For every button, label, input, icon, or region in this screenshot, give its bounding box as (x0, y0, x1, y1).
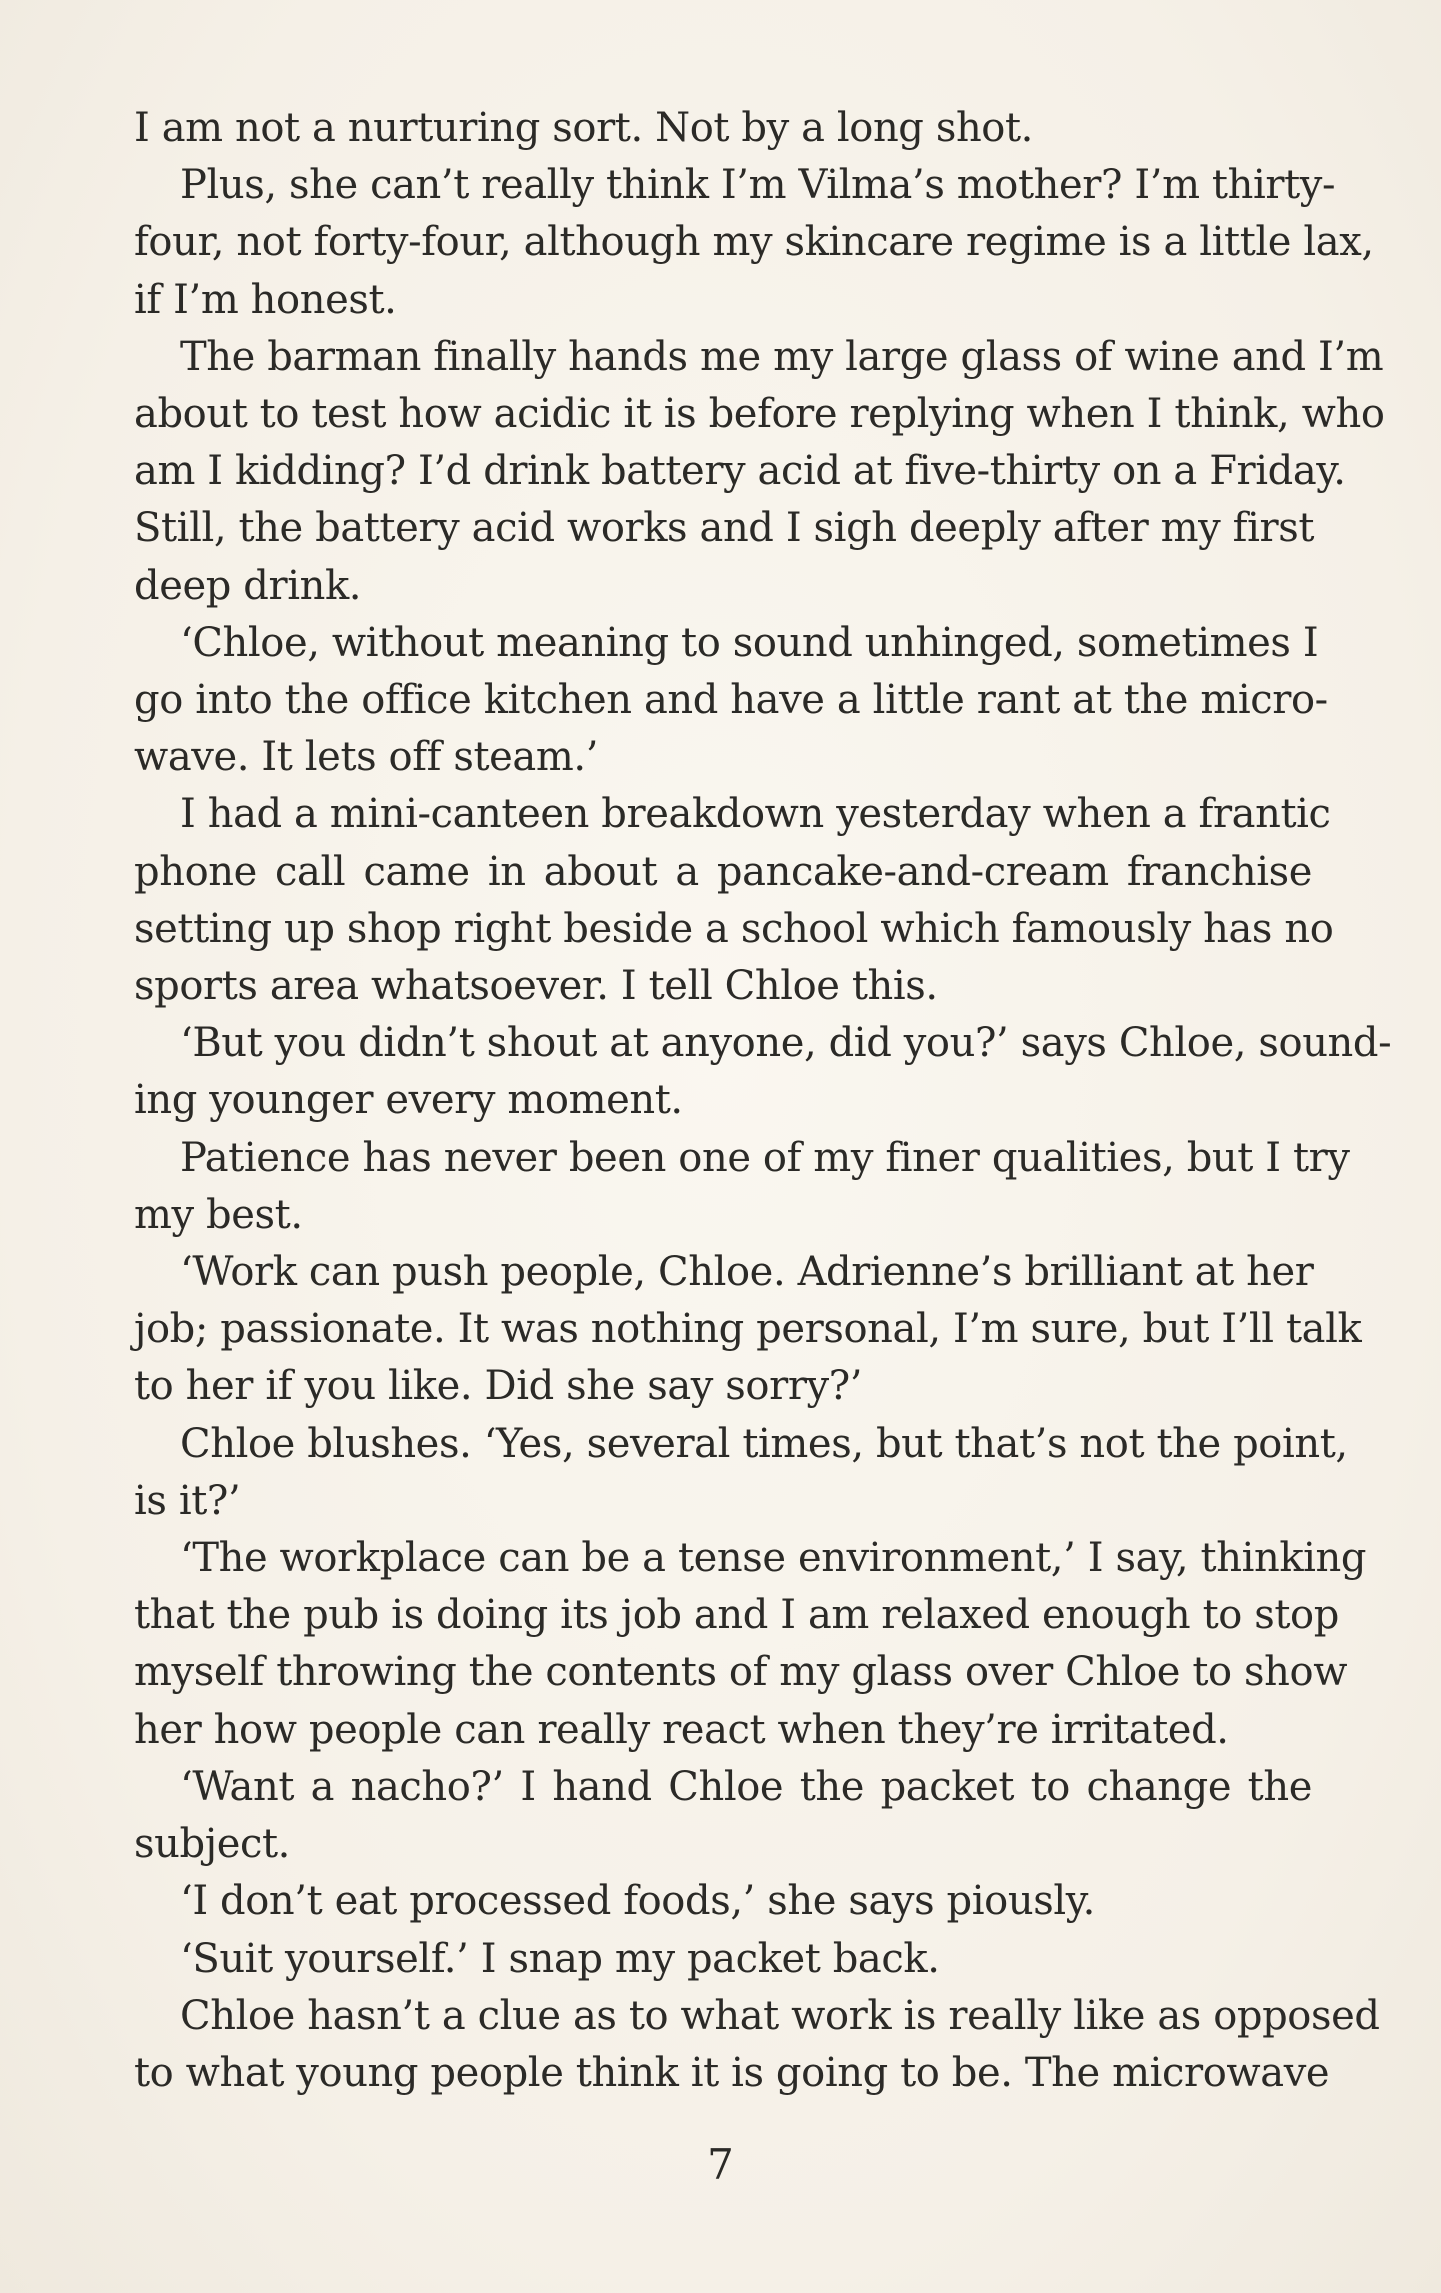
text-line: to what young people think it is going to be. The microwave (134, 2049, 1330, 2096)
text-line: four, not forty-four, although my skincare regime is a little lax, (134, 219, 1374, 266)
text-line: Patience has never been one of my finer qualities, but I try (180, 1134, 1350, 1181)
text-line: Chloe blushes. ‘Yes, several times, but that’s not the point, (180, 1420, 1348, 1467)
text-line: I had a mini-canteen breakdown yesterday when a frantic (180, 791, 1331, 838)
text-line: phone call came in about a pancake-and-cream franchise (134, 848, 1312, 895)
text-line: ‘I don’t eat processed foods,’ she says piously. (180, 1878, 1095, 1925)
paragraph (134, 1988, 1380, 2102)
text-line: The barman finally hands me my large glass of wine and I’m (180, 333, 1384, 380)
page-number: 7 (707, 2140, 734, 2189)
text-line: I am not a nurturing sort. Not by a long shot. (134, 105, 1033, 151)
text-line: setting up shop right beside a school which famously has no (134, 905, 1334, 952)
paragraph (134, 1015, 1392, 1129)
text-line: ‘Chloe, without meaning to sound unhinged, sometimes I (180, 619, 1319, 666)
paragraph (134, 786, 1334, 1015)
paragraph (134, 1873, 1312, 1930)
text-line: ‘The workplace can be a tense environment,’ I say, thinking (180, 1535, 1367, 1582)
text-line: Chloe hasn’t a clue as to what work is really like as opposed (180, 1992, 1380, 2039)
text-line: ‘Suit yourself.’ I snap my packet back. (180, 1935, 940, 1982)
paragraph (134, 329, 1385, 615)
text-line: my best. (134, 1191, 303, 1238)
text-line: Still, the battery acid works and I sigh deeply after my first (134, 505, 1315, 552)
paragraph (134, 100, 1312, 157)
text-line: Plus, she can’t really think I’m Vilma’s mother? I’m thirty- (180, 162, 1336, 209)
text-line: sports area whatsoever. I tell Chloe this. (134, 963, 938, 1010)
text-line: that the pub is doing its job and I am relaxed enough to stop (134, 1592, 1339, 1639)
text-line: is it?’ (134, 1477, 241, 1524)
paragraph (134, 1130, 1350, 1244)
paragraph (134, 1416, 1348, 1530)
text-line: wave. It lets off steam.’ (134, 734, 599, 781)
text-line: deep drink. (134, 562, 362, 609)
text-line: go into the office kitchen and have a little rant at the micro- (134, 677, 1328, 724)
text-line: about to test how acidic it is before replying when I think, who (134, 391, 1385, 438)
paragraph (134, 1530, 1367, 1759)
text-line: ‘Work can push people, Chloe. Adrienne’s brilliant at her (180, 1249, 1314, 1296)
paragraph (134, 1759, 1312, 1873)
text-line: ‘But you didn’t shout at anyone, did you?’ says Chloe, sound- (180, 1020, 1392, 1067)
text-line: am I kidding? I’d drink battery acid at five-thirty on a Friday. (134, 448, 1346, 495)
text-line: if I’m honest. (134, 276, 397, 323)
text-line: subject. (134, 1821, 290, 1868)
text-line: ing younger every moment. (134, 1077, 683, 1124)
text-line: to her if you like. Did she say sorry?’ (134, 1363, 863, 1410)
body-text (134, 100, 1392, 2102)
text-line: ‘Want a nacho?’ I hand Chloe the packet to change the (180, 1763, 1312, 1810)
paragraph (134, 615, 1328, 787)
paragraph (134, 1244, 1362, 1416)
paragraph (134, 1931, 1312, 1988)
text-line: her how people can really react when they’re irritated. (134, 1706, 1229, 1753)
text-line: myself throwing the contents of my glass over Chloe to show (134, 1649, 1348, 1696)
paragraph (134, 157, 1374, 329)
text-line: job; passionate. It was nothing personal, I’m sure, but I’ll talk (134, 1306, 1362, 1353)
